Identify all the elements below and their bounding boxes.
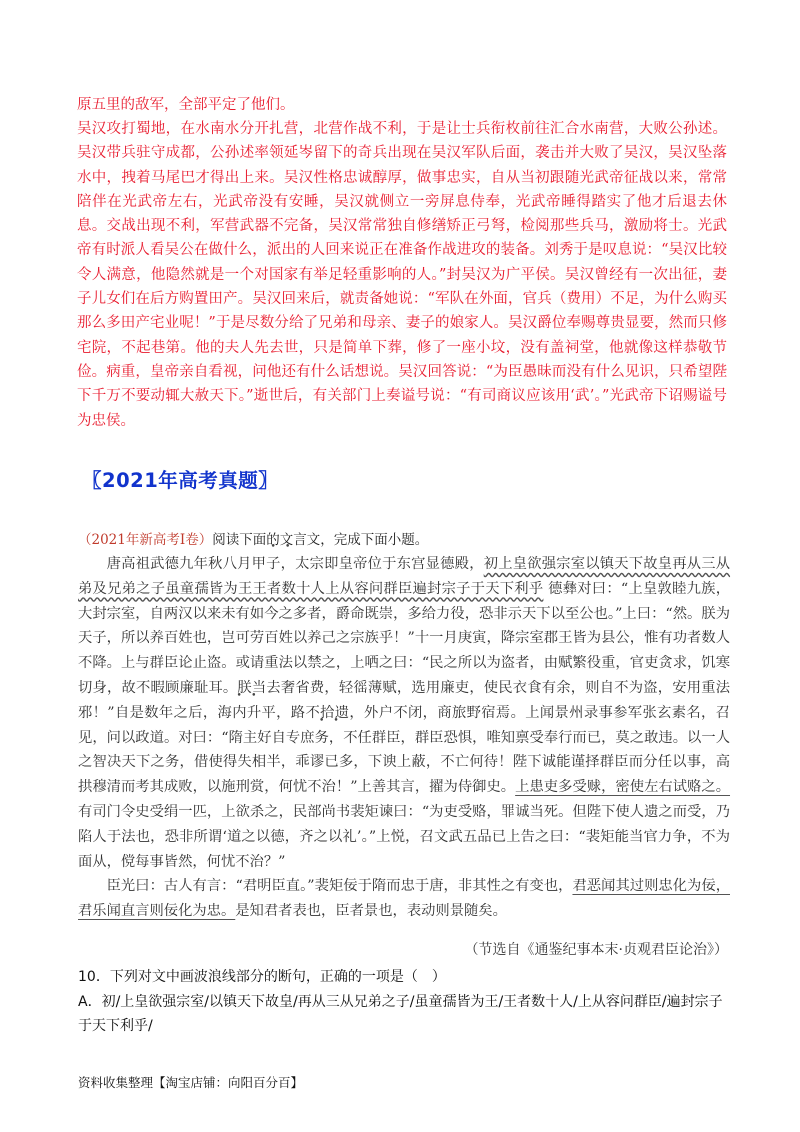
text-run: ，不任群臣，群臣恐惧，唯知禀受奉行而已，莫之敢违。以一人之智决天下之务，借使得失相半，乖谬已多，下谀上蔽，不亡何待！陛下诚能谨择群臣而分任以事，高拱穆清而考其成败，以施刑赏，何忧不治！”上善其言，擢为侍御史。	[78, 729, 730, 796]
translation-paragraph-2: 吴汉攻打蜀地，在水南水分开扎营，北营作战不利，于是让士兵衔枚前往汇合水南营，大败公孙述。吴汉带兵驻守成都，公孙述率领延岑留下的奇兵出现在吴汉军队后面，袭击并大败了吴汉，吴汉坠落水中，拽着马尾巴才得出上来。吴汉性格忠诚醇厚，做事忠实，自从当初跟随光武帝征战以来，常常陪伴在光武帝左右，光武帝没有安睡，吴汉就侧立一旁屏息侍奉，光武帝睡得踏实了他才后退去休息。交战出现不利，军营武器不完备，吴汉常常独自修缮矫正弓弩，检阅那些兵马，激励将士。光武帝有时派人看吴公在做什么，派出的人回来说正在准备作战进攻的装备。刘秀于是叹息说：“吴汉比较令人满意，他隐然就是一个对国家有举足轻重影响的人。”封吴汉为广平侯。吴汉曾经有一次出征，妻子儿女们在后方购置田产。吴汉回来后，就责备她说：“军队在外面，官兵（费用）不足，为什么购买那么多田产宅业呢！”于是尽数分给了兄弟和母亲、妻子的娘家人。吴汉爵位奉赐尊贵显要，然而只修宅院，不起巷第。他的夫人先去世，只是简单下葬，修了一座小坟，没有盖祠堂，他就像这样恭敬节俭。病重，皇帝亲自看视，问他还有什么话想说。吴汉回答说：“为臣愚昧而没有什么见识，只希望陛下千万不要动辄大赦天下。”逝世后，有关部门上奏谥号说：“有司商议应该用‘武’。”光武帝下诏赐谥号为忠侯。	[77, 121, 727, 429]
classical-paragraph-2	[78, 874, 730, 924]
underlined-sentence: 君恶闻其过则忠化为佞，君乐闻直言则佞化为忠。	[78, 878, 730, 920]
emphasis-char: 内	[232, 704, 247, 721]
emphasis-char: 甲	[251, 556, 267, 572]
source-note: （节选自《通鉴纪事本末·贞观君臣论治》）	[464, 942, 728, 958]
classical-text	[78, 552, 730, 924]
question-intro-text: 阅读下面的文言文，完成下面小题。	[212, 532, 429, 548]
text-run: 唐高祖武德九年秋八月	[106, 556, 252, 572]
section-heading: 〖2021年高考真题〗	[82, 469, 279, 492]
wavy-underlined-passage: 初上皇欲强宗室以镇天下故皇再从三从弟及兄弟之子虽童孺皆为王王者数十人上从容问群臣遍封宗子于天下利乎	[78, 556, 731, 597]
translation-paragraph-1: 原五里的敌军，全部平定了他们。	[77, 97, 295, 113]
text-run: 德彝对曰：“上皇敦睦九族，大封宗室，自两汉以来未有如今之多者，爵命既崇，多给力役，恐非示天下以至公也。”上曰：“然。朕为天子，所以养百姓也，岂可劳百姓以养己之宗族乎！”十一月庚寅，降宗室郡王皆为县公，惟有功者数人不降。上与群臣论止盗。或请重法以禁之，上哂之曰：“民之所以为盗者，由赋繁役重，官吏贪求，饥寒切身，故不暇顾廉耻耳。朕当去奢省费，轻徭薄赋，选用廉吏，使民衣食有余，则自不为盗，安用重法邪！”自是数年之后，	[78, 580, 730, 721]
question-stem: 10．下列对文中画波浪线部分的断句，正确的一项是（ ）	[78, 969, 446, 985]
footer-note: 资料收集整理【淘宝店铺：向阳百分百】	[78, 1075, 304, 1090]
text-run: ，太宗即皇帝位于东宫显德殿，	[280, 556, 484, 572]
question-10	[78, 965, 728, 1039]
exam-source-label: （2021年新高考Ⅰ卷）	[78, 532, 213, 548]
text-run: 有司门令史受绢一匹，上欲杀之，民部尚书裴矩谏曰：“为吏受赂，罪诚当死。但陛下使人遗之而受，乃陷人于法也，恐非所谓‘道之以德，齐之以礼’。”上悦，召文武五品已上告之曰：“裴矩能当官力争，不为面从，傥每事皆然，何忧不治？”	[78, 803, 730, 870]
emphasis-char: 庶	[300, 729, 315, 746]
emphasis-char: 子	[266, 556, 281, 572]
emphasis-char: 海	[217, 704, 233, 721]
text-run: 升平，路不拾遗，外户不闭，商旅野宿焉。上闻景州录事参军张玄素名，召见，问以政道。对曰：“隋主好自专	[78, 704, 731, 746]
underlined-sentence: 上患吏多受赇，密使左右试赂之。	[515, 779, 731, 796]
emphasis-char: 务	[314, 729, 329, 746]
option-a: A．初/上皇欲强宗室/以镇天下故皇/再从三从兄弟之子/虽童孺皆为王/王者数十人/上从容问群臣/遍封宗子于天下利乎/	[78, 993, 723, 1034]
text-run: 臣光曰：古人有言：“君明臣直。”裴矩佞于隋而忠于唐，非其性之有变也，	[106, 878, 573, 895]
classical-paragraph-1	[78, 552, 730, 874]
text-run: 是知君者表也，臣者景也，表动则景随矣。	[235, 903, 507, 920]
